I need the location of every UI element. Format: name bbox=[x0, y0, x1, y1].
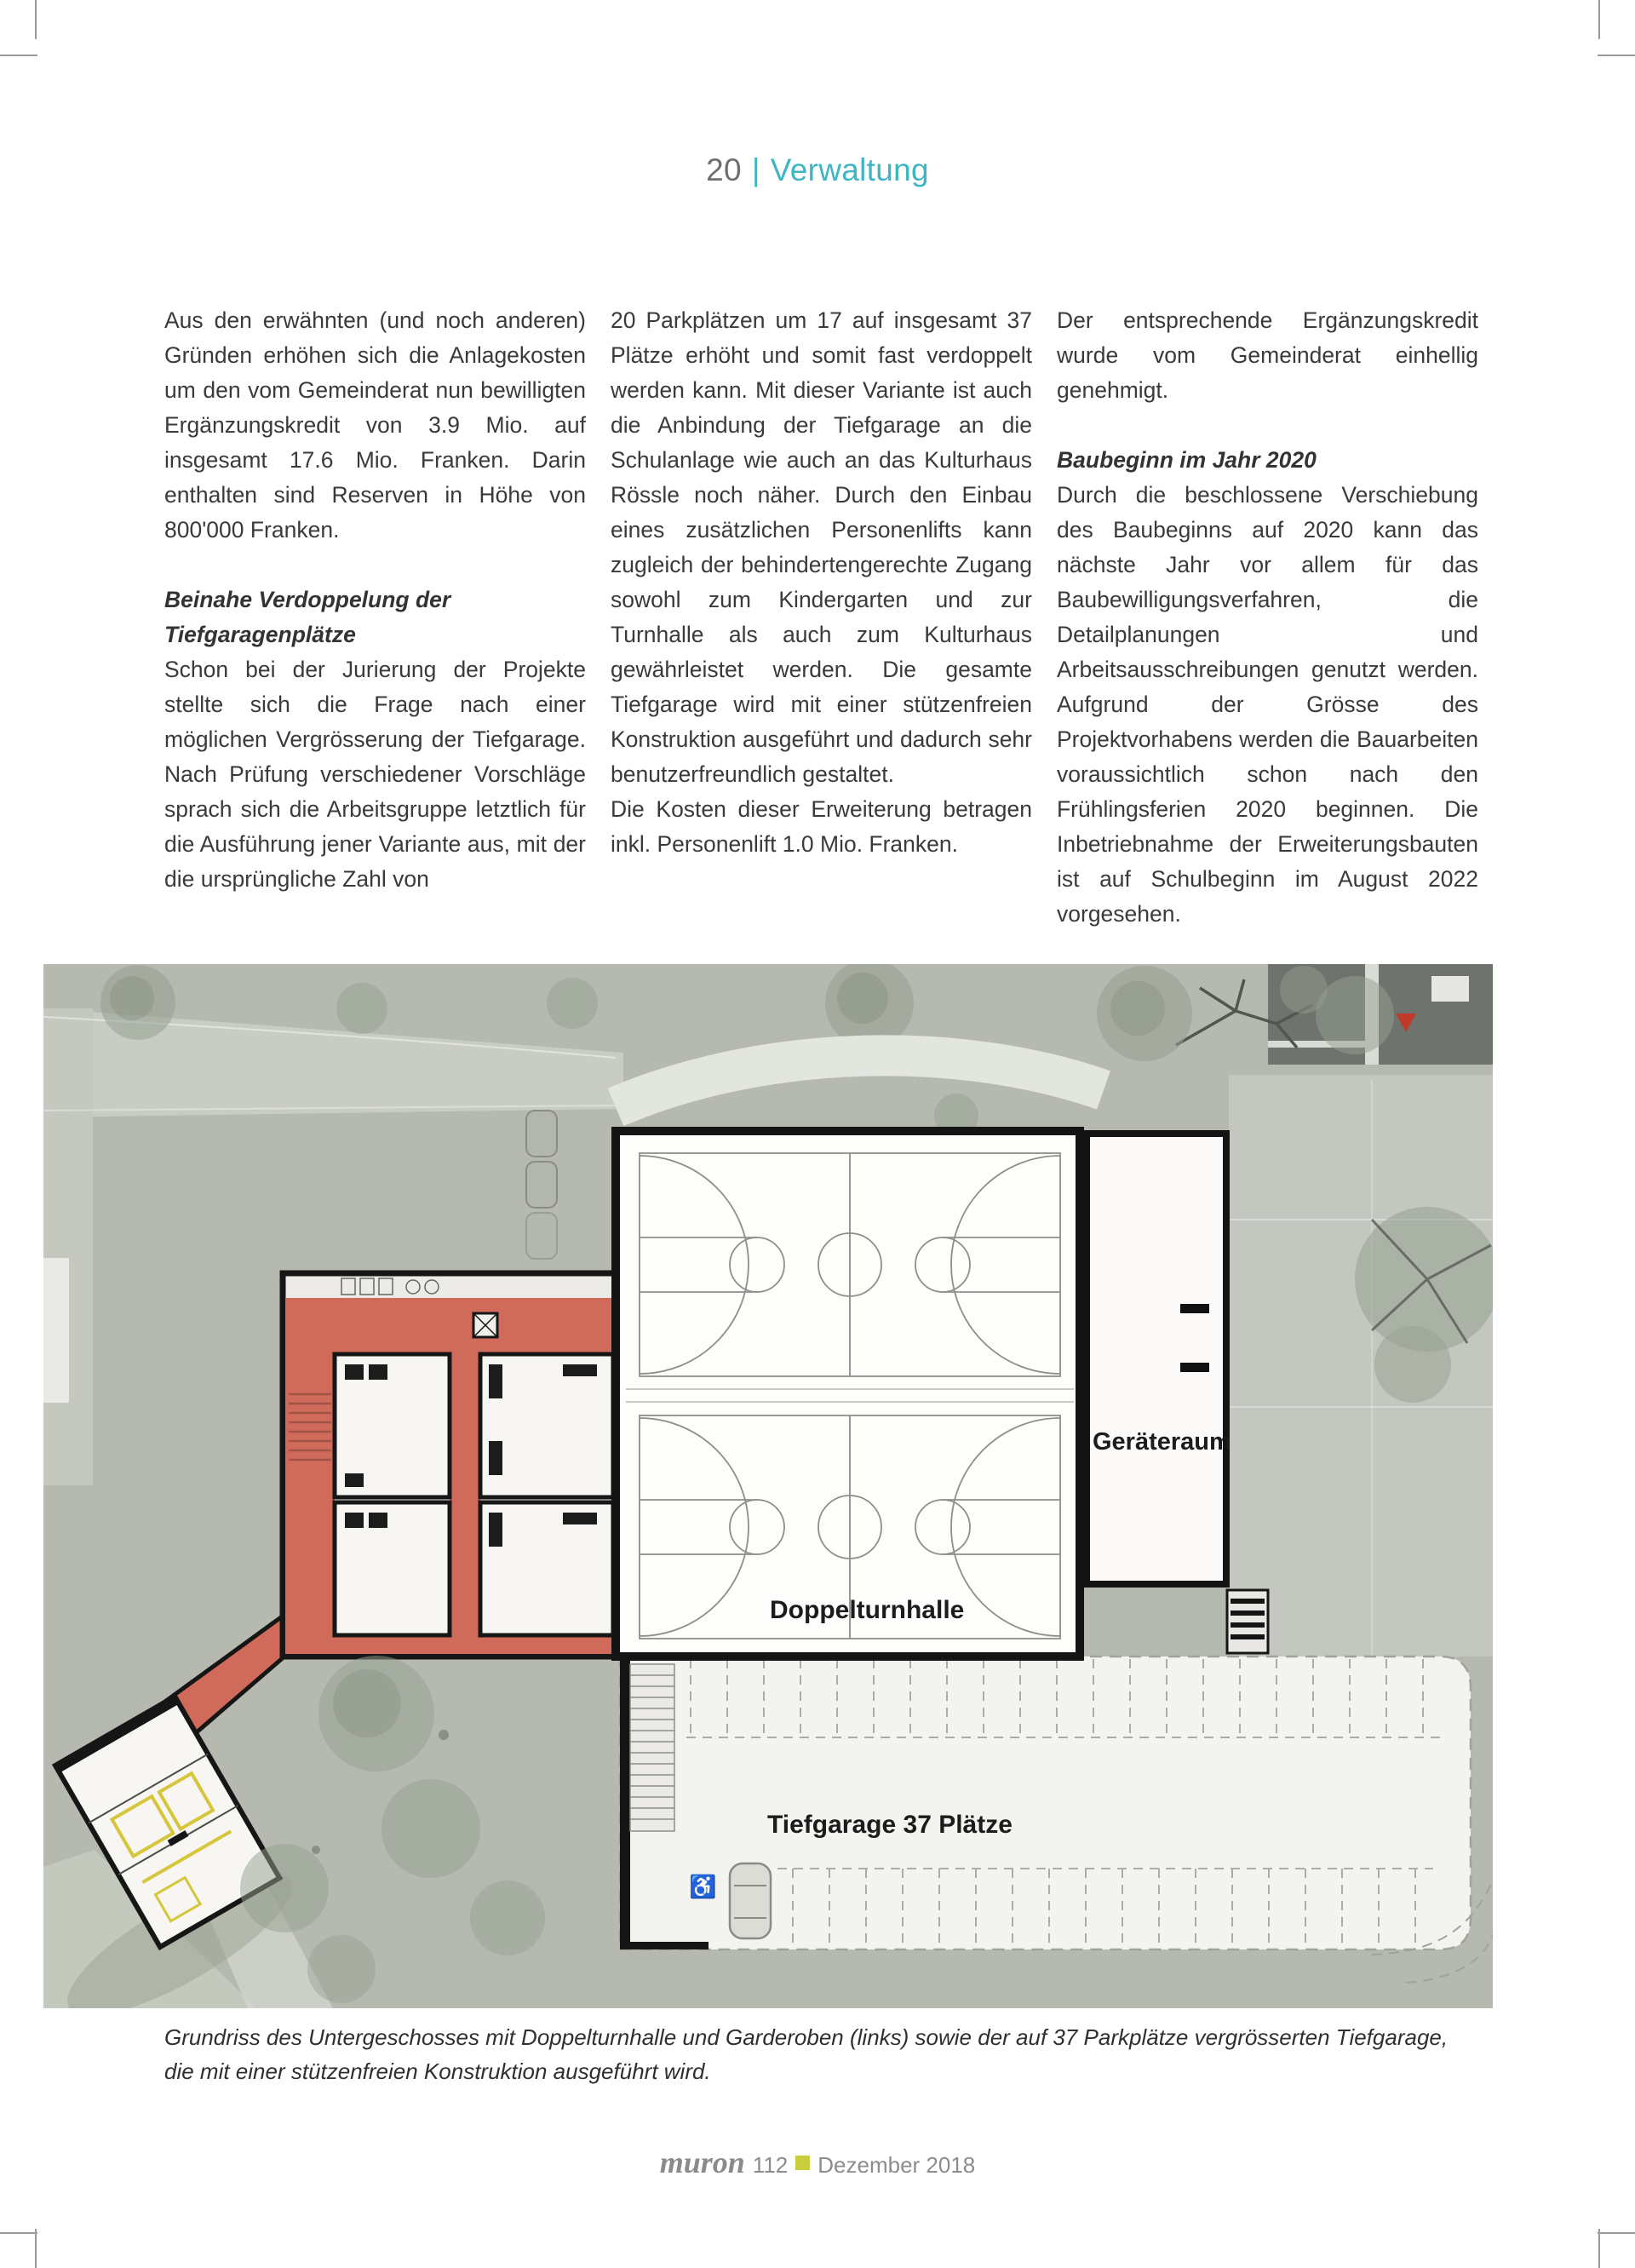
article-column-1 bbox=[164, 303, 586, 932]
parked-cars bbox=[526, 1111, 557, 1259]
crop-mark bbox=[1598, 2229, 1600, 2268]
page-number: 20 bbox=[706, 152, 742, 187]
crop-mark bbox=[1598, 2232, 1635, 2234]
crop-mark bbox=[0, 55, 37, 56]
crop-mark bbox=[0, 2232, 37, 2234]
magazine-name: muron bbox=[659, 2145, 745, 2179]
footer-square-icon bbox=[795, 2156, 810, 2170]
label-tiefgarage: Tiefgarage 37 Plätze bbox=[767, 1811, 1013, 1839]
floor-plan-svg bbox=[43, 964, 1493, 2008]
car-icon bbox=[730, 1863, 771, 1938]
page-footer bbox=[0, 2145, 1635, 2180]
elevator bbox=[473, 1313, 497, 1337]
article-columns bbox=[164, 303, 1478, 932]
paragraph: 20 Parkplätzen um 17 auf insgesamt 37 Plätze erhöht und somit fast verdoppelt werden kann. Mit dieser Variante ist auch die Anbindung der Tiefgarage an die Schulanlage wie auch an das Kulturhaus Rössle noch näher. Durch den Einbau eines zusätzlichen Personenlifts kann zugleich der behindertengerechte Zugang sowohl zum Kindergarten und zur Turnhalle als auch zum Kulturhaus gewährleistet werden. Die gesamte Tiefgarage wird mit einer stützenfreien Konstruktion ausgeführt und dadurch sehr benutzerfreundlich gestaltet. bbox=[611, 307, 1032, 787]
crop-mark bbox=[35, 0, 37, 39]
accessible-parking-icon: ♿ bbox=[689, 1874, 717, 1899]
article-column-2 bbox=[611, 303, 1032, 932]
label-doppelturnhalle: Doppelturnhalle bbox=[770, 1596, 965, 1624]
figure-caption: Grundriss des Untergeschosses mit Doppelturnhalle und Garderoben (links) sowie der auf 37 Parkplätze vergrösserten Tiefgarage, die mit einer stützenfreien Konstruktion ausgeführt wird. bbox=[164, 2024, 1449, 2084]
page-header bbox=[0, 152, 1635, 189]
outside-stair bbox=[1227, 1590, 1268, 1653]
paragraph: Der entsprechende Ergänzungskredit wurde vom Gemeinderat einhellig genehmigt. bbox=[1057, 307, 1478, 403]
paragraph: Die Kosten dieser Erweiterung betragen inkl. Personenlift 1.0 Mio. Franken. bbox=[611, 796, 1032, 857]
garage-wall bbox=[620, 1657, 630, 1949]
double-gym-hall bbox=[616, 1131, 1080, 1657]
label-geraeteraum: Geräteraum bbox=[1093, 1428, 1231, 1456]
subheading: Beinahe Verdoppelung der Tiefgaragenplätze bbox=[164, 587, 451, 647]
section-title: Verwaltung bbox=[770, 152, 929, 187]
paragraph: Durch die beschlossene Verschiebung des Baubeginns auf 2020 kann das nächste Jahr vor allem für das Baubewilligungsverfahren, die Detailplanungen und Arbeitsausschreibungen genutzt werden. Aufgrund der Grösse des Projektvorhabens werden die Bauarbeiten voraussichtlich schon nach den Frühlingsferien 2020 beginnen. Die Inbetriebnahme der Erweiterungsbauten ist auf Schulbeginn im August 2022 vorgesehen. bbox=[1057, 482, 1478, 927]
garage-ramp bbox=[630, 1664, 674, 1831]
paragraph: Aus den erwähnten (und noch anderen) Gründen erhöhen sich die Anlagekosten um den vom Gemeinderat nun bewilligten Ergänzungskredit von 3.9 Mio. auf insgesamt 17.6 Mio. Franken. Darin enthalten sind Reserven in Höhe von 800'000 Franken. bbox=[164, 307, 586, 543]
subheading: Baubeginn im Jahr 2020 bbox=[1057, 447, 1317, 473]
courtyard-area bbox=[1229, 1075, 1493, 1657]
crop-mark bbox=[35, 2229, 37, 2268]
issue-number: 112 bbox=[752, 2152, 789, 2178]
paragraph: Schon bei der Jurierung der Projekte stellte sich die Frage nach einer möglichen Vergrösserung der Tiefgarage. Nach Prüfung verschiedener Vorschläge sprach sich die Arbeitsgruppe letztlich für die Ausführung jener Variante aus, mit der die ursprüngliche Zahl von bbox=[164, 657, 586, 892]
header-divider: | bbox=[751, 152, 760, 187]
crop-mark bbox=[1598, 55, 1635, 56]
crop-mark bbox=[1598, 0, 1600, 39]
underground-garage bbox=[620, 1657, 1493, 1983]
floor-plan-figure bbox=[43, 964, 1493, 2008]
issue-date: Dezember 2018 bbox=[818, 2152, 976, 2178]
changing-room-wing bbox=[283, 1273, 616, 1657]
article-column-3 bbox=[1057, 303, 1478, 932]
equipment-room bbox=[1087, 1134, 1226, 1584]
